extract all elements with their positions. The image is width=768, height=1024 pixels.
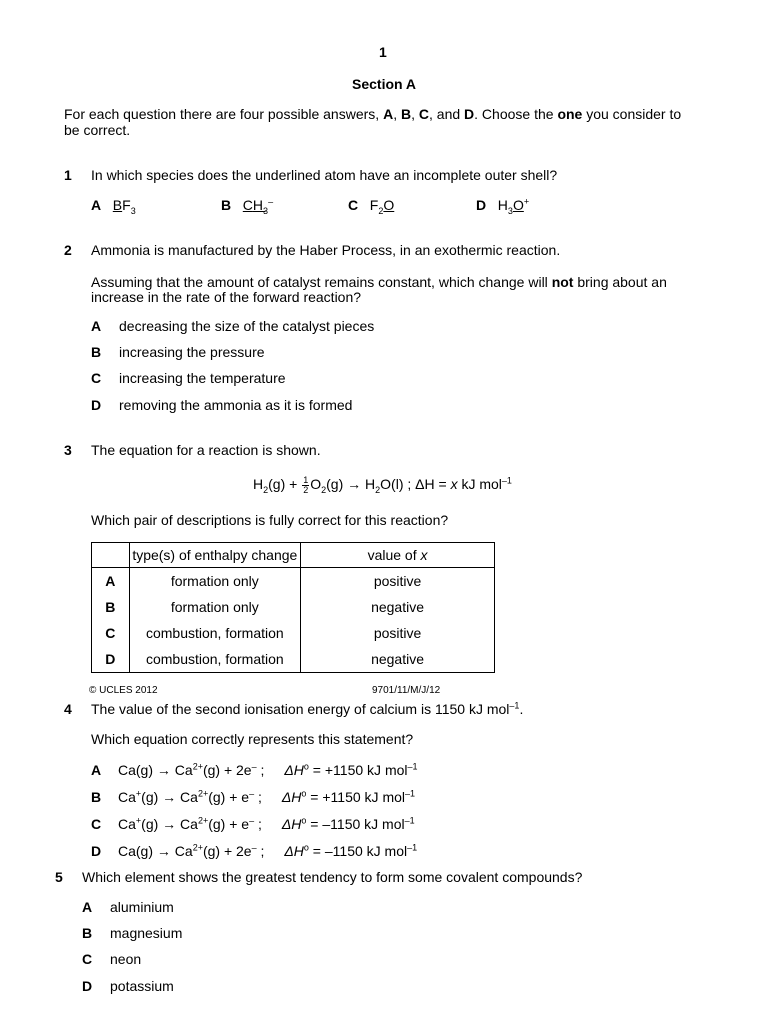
question-2-line-3: increase in the rate of the forward reaction?	[91, 289, 362, 305]
table-row	[92, 646, 495, 673]
q2-option-c: C increasing the temperature	[91, 370, 286, 386]
table-header-value: value of x	[301, 543, 495, 568]
question-4-line-1: The value of the second ionisation energy of calcium is 1150 kJ mol$^{-1}$.	[91, 700, 524, 717]
table-row-letter: C	[92, 620, 130, 646]
q1-option-c: C $F_2O$	[348, 197, 395, 216]
table-row-letter: D	[92, 646, 130, 673]
q2-option-d: D removing the ammonia as it is formed	[91, 397, 353, 413]
table-row-letter: A	[92, 568, 130, 595]
table-header-letter	[92, 543, 130, 568]
q1-option-d: D $H_3O^+$	[476, 196, 530, 216]
q1-option-a: A $BF_3$	[91, 197, 136, 216]
table-row-value: positive	[301, 620, 495, 646]
section-title: Section A	[352, 76, 417, 92]
instructions-line-2: be correct.	[64, 122, 131, 138]
question-3-prompt: Which pair of descriptions is fully correct for this reaction?	[91, 512, 449, 528]
question-3-number: 3	[64, 442, 72, 458]
table-header-type: type(s) of enthalpy change	[129, 543, 301, 568]
q2-option-a: A decreasing the size of the catalyst pieces	[91, 318, 375, 334]
question-1-number: 1	[64, 167, 72, 183]
question-5-number: 5	[55, 869, 63, 885]
question-2-line-2: Assuming that the amount of catalyst remains constant, which change will not bring about an	[91, 274, 667, 290]
half-fraction: $\frac{1}{2}$	[303, 475, 309, 495]
copyright-footer: © UCLES 2012	[89, 685, 158, 696]
q2-option-b: B increasing the pressure	[91, 344, 265, 360]
table-row-value: negative	[301, 594, 495, 620]
q5-option-a: A aluminium	[82, 899, 174, 915]
table-row-type: combustion, formation	[129, 646, 301, 673]
enthalpy-table	[91, 542, 495, 673]
table-row-letter: B	[92, 594, 130, 620]
table-row-value: positive	[301, 568, 495, 595]
table-header-row	[92, 543, 495, 568]
question-4-number: 4	[64, 701, 72, 717]
q4-option-a: A $Ca(g) \to Ca^{2+}(g) + 2e^-$ ; $\Delta H^o = +1150$ kJ mol$^{-1}$	[91, 761, 418, 778]
q5-option-c: C neon	[82, 951, 142, 967]
paper-code-footer: 9701/11/M/J/12	[372, 685, 441, 696]
reaction-equation: $H_2(g)$ + $\frac{1}{2}$ $O_2(g) \to H_2O(l)$ ; ΔH = x kJ mol$^{-1}$	[253, 475, 512, 495]
table-row	[92, 568, 495, 595]
table-row-type: formation only	[129, 568, 301, 595]
page-number: 1	[379, 44, 387, 60]
table-row-type: formation only	[129, 594, 301, 620]
table-row-value: negative	[301, 646, 495, 673]
q4-option-b: B $Ca^+(g) \to Ca^{2+}(g) + e^-$ ; $\Delta H^o = +1150$ kJ mol$^{-1}$	[91, 788, 416, 805]
instructions-line-1: For each question there are four possible answers, A, B, C, and D. Choose the one you consider to	[64, 106, 682, 122]
q4-option-d: D $Ca(g) \to Ca^{2+}(g) + 2e^-$ ; $\Delta H^o = -1150$ kJ mol$^{-1}$	[91, 842, 418, 859]
q4-option-c: C $Ca^+(g) \to Ca^{2+}(g) + e^-$ ; $\Delta H^o = -1150$ kJ mol$^{-1}$	[91, 815, 415, 832]
question-3-line-1: The equation for a reaction is shown.	[91, 442, 321, 458]
table-row	[92, 620, 495, 646]
question-2-number: 2	[64, 242, 72, 258]
question-5-text: Which element shows the greatest tendency to form some covalent compounds?	[82, 869, 583, 885]
table-row	[92, 594, 495, 620]
question-1-text: In which species does the underlined atom have an incomplete outer shell?	[91, 167, 558, 183]
q5-option-d: D potassium	[82, 978, 174, 994]
question-2-line-1: Ammonia is manufactured by the Haber Process, in an exothermic reaction.	[91, 242, 561, 258]
question-4-prompt: Which equation correctly represents this statement?	[91, 731, 414, 747]
table-row-type: combustion, formation	[129, 620, 301, 646]
q1-option-b: B $CH_3^-$	[221, 196, 274, 216]
q5-option-b: B magnesium	[82, 925, 183, 941]
